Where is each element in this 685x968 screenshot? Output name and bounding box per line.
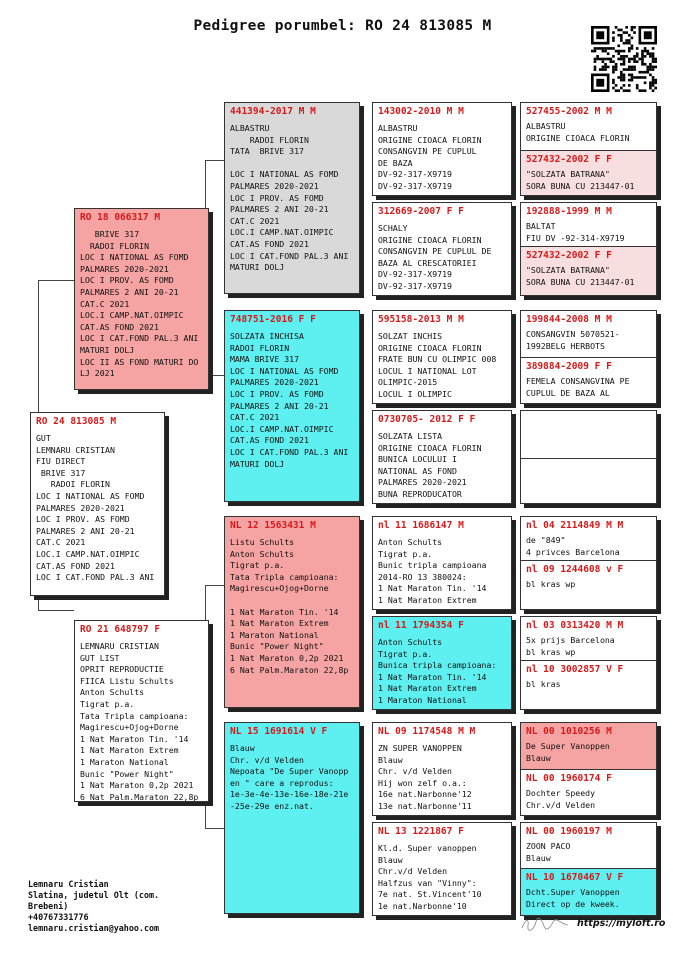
connector [205, 828, 224, 829]
ring-number: NL 00 1960174 F [526, 773, 612, 784]
ring-number: 312669-2007 F F [378, 206, 464, 217]
pigeon-info: ALBASTRU ORIGINE CIOACA FLORIN [526, 121, 630, 143]
ring-number: RO 21 648797 F [80, 624, 161, 635]
gen4-card [520, 310, 657, 404]
pigeon-info: FEMELA CONSANGVINA PE CUPLUL DE BAZA AL [526, 376, 630, 398]
ring-number: NL 13 1221867 F [378, 826, 464, 837]
ring-number: nl 10 3002857 V F [526, 664, 624, 675]
pigeon-info: ZN SUPER VANOPPEN Blauw Chr. v/d Velden Hij won zelf o.a.: 16e nat.Narbonne'12 13e nat.Narbonne'11 [378, 743, 472, 811]
sire-sire-card [224, 102, 360, 294]
gen4-card [520, 616, 657, 710]
gen4-card [520, 822, 657, 916]
pigeon-info: Blauw Chr. v/d Velden Nepoata "De Super Vanopp en " care a reprodus: 1e-3e-4e-13e-16e-18e-21e -25e-29e enz.nat. [230, 743, 349, 811]
pigeon-info: Kl.d. Super vanoppen Blauw Chr.v/d Velden Halfzus van "Vinny": 7e nat. St.Vincent'10 1e nat.Narbonne'10 [378, 843, 482, 911]
pigeon-info: Listu Schults Anton Schults Tigrat p.a. Tata Tripla campioana: Magirescu+Ojog+Dorne 1 Nat Maraton Tin. '14 1 Nat Maraton Extrem 1 Maraton National Bunic "Power Night" 1 Nat Maraton 0,2p 2021 6 Nat Palm.Maraton 22,8p [230, 537, 349, 675]
gen4-card [520, 516, 657, 610]
qr-code-icon [591, 26, 657, 92]
pigeon-info: bl kras [526, 679, 561, 689]
ring-number: RO 24 813085 M [36, 416, 117, 427]
gen4-card-empty [520, 410, 657, 504]
gen3-card [372, 310, 512, 404]
dam-sire-card [224, 516, 360, 708]
connector [205, 160, 224, 161]
pigeon-info: "SOLZATA BATRANA" SORA BUNA CU 213447-01 [526, 169, 635, 191]
page-title: Pedigree porumbel: RO 24 813085 M [193, 18, 492, 34]
pigeon-info: Anton Schults Tigrat p.a. Bunic tripla campioana 2014-RO 13 380024: 1 Nat Maraton Tin. '14 1 Nat Maraton Extrem [378, 537, 487, 605]
pigeon-info: SOLZATA LISTA ORIGINE CIOACA FLORIN BUNICA LOCULUI I NATIONAL AS FOND PALMARES 2020-2021 BUNA REPRODUCATOR [378, 431, 482, 499]
pigeon-info: BRIVE 317 RADOI FLORIN LOC I NATIONAL AS FOMD PALMARES 2020-2021 LOC I PROV. AS FOMD PALMARES 2 ANI 20-21 CAT.C 2021 LOC.I CAMP.NAT.OIMPIC CAT.AS FOND 2021 LOC I CAT.FOND PAL.3 ANI MATURI DOLJ LOC II AS FOND MATURI DO LJ 2021 [80, 229, 199, 379]
connector [38, 610, 74, 611]
gen3-card [372, 822, 512, 916]
ring-number: NL 00 1960197 M [526, 826, 612, 837]
ring-number: 199844-2008 M M [526, 314, 612, 325]
pigeon-info: SCHALY ORIGINE CIOACA FLORIN CONSANGVIN PE CUPLUL DE BAZA AL CRESCATORIEI DV-92-317-X9719 DV-92-317-X9719 [378, 223, 492, 291]
ring-number: 527432-2002 F F [526, 250, 612, 261]
signature-icon [520, 916, 570, 932]
gen3-card [372, 410, 512, 504]
ring-number: NL 12 1563431 M [230, 520, 316, 531]
pigeon-info: ALBASTRU ORIGINE CIOACA FLORIN CONSANGVIN PE CUPLUL DE BAZA DV-92-317-X9719 DV-92-317-X9719 [378, 123, 482, 191]
pigeon-info: BALTAT FIU DV -92-314-X9719 [526, 221, 625, 243]
gen3-card [372, 516, 512, 610]
ring-number: 143002-2010 M M [378, 106, 464, 117]
gen3-card [372, 202, 512, 296]
pigeon-info: SOLZAT INCHIS ORIGINE CIOACA FLORIN FRATE BUN CU OLIMPIC 008 LOCUL I NATIONAL LOT OLIMPIC-2015 LOCUL I OLIMPIC [378, 331, 497, 399]
pigeon-info: GUT LEMNARU CRISTIAN FIU DIRECT BRIVE 317 RADOI FLORIN LOC I NATIONAL AS FOMD PALMARES 2020-2021 LOC I PROV. AS FOMD PALMARES 2 ANI 20-21 CAT.C 2021 LOC.I CAMP.NAT.OIMPIC CAT.AS FOND 2021 LOC I CAT.FOND PAL.3 ANI [36, 433, 155, 583]
pigeon-info: SOLZATA INCHISA RADOI FLORIN MAMA BRIVE 317 LOC I NATIONAL AS FOMD PALMARES 2020-2021 LOC I PROV. AS FOMD PALMARES 2 ANI 20-21 CAT.C 2021 LOC.I CAMP.NAT.OIMPIC CAT.AS FOND 2021 LOC I CAT.FOND PAL.3 ANI MATURI DOLJ [230, 331, 349, 469]
gen4-card [520, 202, 657, 296]
pigeon-info: LEMNARU CRISTIAN GUT LIST OPRIT REPRODUCTIE FIICA Listu Schults Anton Schults Tigrat p.a. Tata Tripla campioana: Magirescu+Ojog+Dorne 1 Nat Maraton Tin. '14 1 Nat Maraton Extrem 1 Maraton National Bunic "Power Night" 1 Nat Maraton 0,2p 2021 6 Nat Palm.Maraton 22,8p [80, 641, 199, 802]
ring-number: 0730705- 2012 F F [378, 414, 476, 425]
owner-contact: Lemnaru Cristian Slatina, judetul Olt (com. Brebeni) +40767331776 lemnaru.cristian@yahoo.com [28, 879, 160, 933]
ring-number: 389884-2009 F F [526, 361, 612, 372]
gen3-card [372, 616, 512, 710]
ring-number: 527432-2002 F F [526, 154, 612, 165]
dam-dam-card [224, 722, 360, 914]
ring-number: RO 18 066317 M [80, 212, 161, 223]
ring-number: NL 10 1670467 V F [526, 872, 624, 883]
pigeon-info: ALBASTRU RADOI FLORIN TATA BRIVE 317 LOC I NATIONAL AS FOMD PALMARES 2020-2021 LOC I PROV. AS FOMD PALMARES 2 ANI 20-21 CAT.C 2021 LOC.I CAMP.NAT.OIMPIC CAT.AS FOND 2021 LOC I CAT.FOND PAL.3 ANI MATURI DOLJ [230, 123, 349, 273]
connector [205, 585, 224, 586]
gen3-card [372, 102, 512, 196]
sire-dam-card [224, 310, 360, 502]
ring-number: nl 09 1244608 v F [526, 564, 624, 575]
pigeon-info: Dochter Speedy Chr.v/d Velden [526, 788, 596, 810]
sire-card [74, 208, 209, 390]
ring-number: nl 11 1686147 M [378, 520, 464, 531]
ring-number: nl 03 0313420 M M [526, 620, 624, 631]
ring-number: nl 04 2114849 M M [526, 520, 624, 531]
gen3-card [372, 722, 512, 816]
gen4-card [520, 102, 657, 196]
ring-number: NL 15 1691614 V F [230, 726, 328, 737]
pigeon-info: Anton Schults Tigrat p.a. Bunica tripla campioana: 1 Nat Maraton Tin. '14 1 Nat Maraton Extrem 1 Maraton National [378, 637, 497, 705]
pigeon-info: "SOLZATA BATRANA" SORA BUNA CU 213447-01 [526, 265, 635, 287]
website-link[interactable]: https://myloft.ro [577, 918, 666, 929]
dam-card [74, 620, 209, 802]
ring-number: 441394-2017 M M [230, 106, 316, 117]
pigeon-info: de "849" 4 privces Barcelona [526, 535, 620, 557]
ring-number: NL 00 1010256 M [526, 726, 612, 737]
gen4-card [520, 722, 657, 816]
pigeon-info: CONSANGVIN 5070521- 1992BELG HERBOTS [526, 329, 620, 351]
ring-number: 527455-2002 M M [526, 106, 612, 117]
pigeon-info: ZOON PACO Blauw [526, 841, 571, 863]
ring-number: 595158-2013 M M [378, 314, 464, 325]
ring-number: 748751-2016 F F [230, 314, 316, 325]
pigeon-info: De Super Vanoppen Blauw [526, 741, 610, 763]
ring-number: nl 11 1794354 F [378, 620, 464, 631]
pigeon-info: Dcht.Super Vanoppen Direct op de kweek. [526, 887, 620, 909]
ring-number: NL 09 1174548 M M [378, 726, 476, 737]
ring-number: 192888-1999 M M [526, 206, 612, 217]
connector [38, 280, 74, 281]
pigeon-info: bl kras wp [526, 579, 576, 589]
subject-card [30, 412, 165, 596]
pigeon-info: 5x prijs Barcelona bl kras wp [526, 635, 615, 657]
